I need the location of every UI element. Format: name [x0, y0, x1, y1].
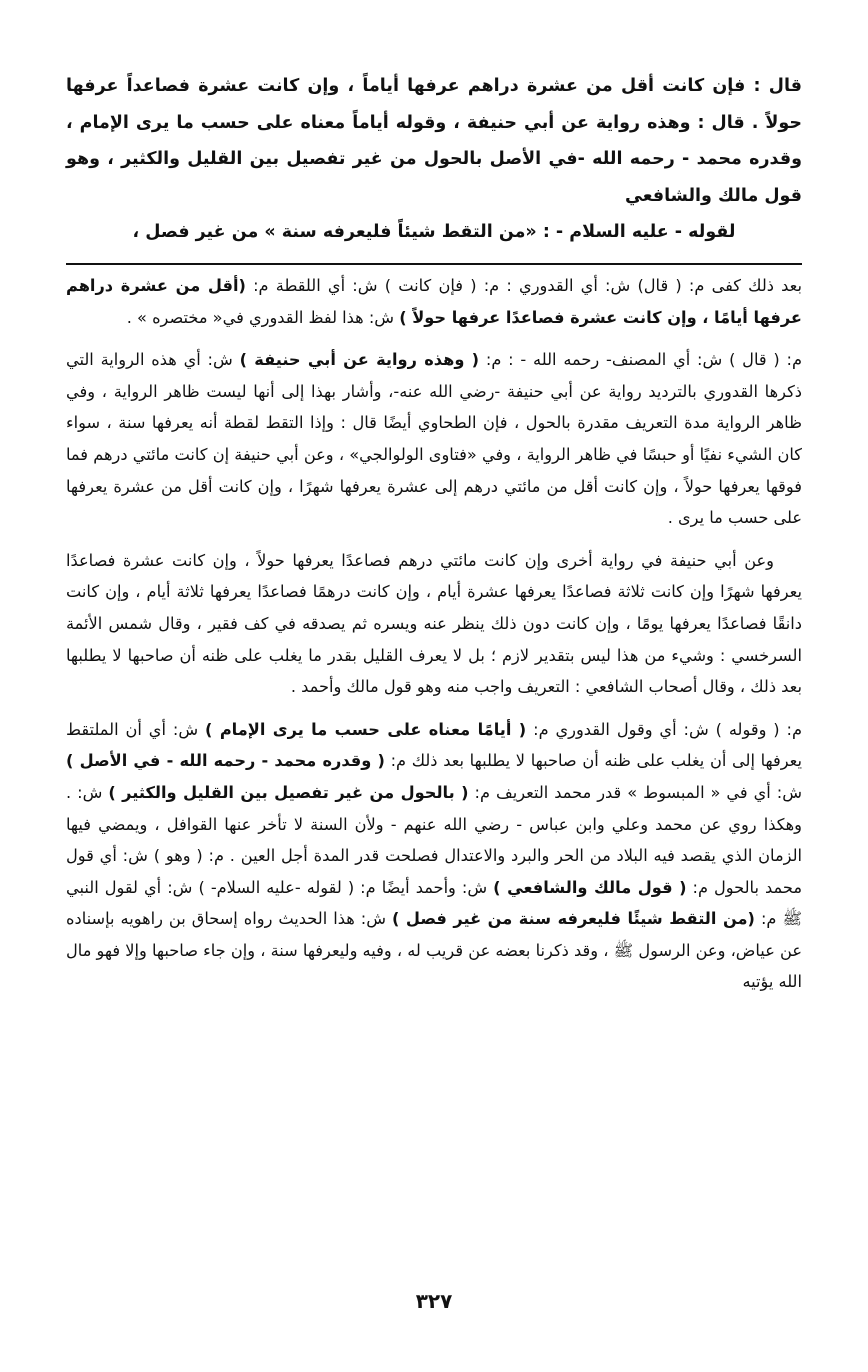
commentary-text: ش: أي في « المبسوط » قدر محمد التعريف م:: [468, 782, 802, 802]
commentary-text: وعن أبي حنيفة في رواية أخرى وإن كانت مائتي درهم فصاعدًا يعرفها حولاً ، وإن كانت عشرة فصاعدًا يعرفها شهرًا وإن كانت ثلاثة فصاعدًا يعرفها عشرة أيام ، وإن كانت درهمًا فصاعدًا يعرفها ثلاثة أيام ، وإن كانت دانقًا فصاعدًا يعرفها يومًا ، وإن كانت دون ذلك ينظر عنه ويسره ثم يصدقه في كف فقير ، وقال شمس الأئمة السرخسي : وشيء من هذا ليس بتقدير لازم ؛ بل لا يعرف القليل بقدر ما يغلب على ظنه أن صاحبها لا يطلبها بعد ذلك ، وقال أصحاب الشافعي : التعريف واجب منه وهو قول مالك وأحمد .: [66, 550, 802, 697]
matn-text: [66, 68, 802, 251]
matn-quote: ( وهذه رواية عن أبي حنيفة ): [239, 350, 480, 370]
commentary-paragraph: [66, 714, 802, 998]
commentary-paragraph: [66, 545, 802, 703]
commentary-text: م: ( قال ) ش: أي المصنف- رحمه الله - : م:: [479, 350, 803, 370]
matn-quote: ( وقدره محمد - رحمه الله - في الأصل ): [66, 751, 385, 771]
commentary-paragraph: [66, 270, 802, 333]
matn-quote: ( قول مالك والشافعي ): [493, 877, 687, 897]
commentary-text: ش: أي هذه الرواية التي ذكرها القدوري بالترديد رواية عن أبي حنيفة -رضي الله عنه-، وأشار بهذا إلى أنها ليست ظاهر الرواية ، وفي ظاهر الرواية مدة التعريف مقدرة بالحول ، فإن الطحاوي أيضًا قال : وإذا التقط لقطة أنه يعرفها سنة ، سواء كان الشيء نفيًا أو حبسًا في ظاهر الرواية ، وفي «فتاوى الولوالجي» ، وعن أبي حنيفة إن كانت مائتي درهم فما فوقها يعرفها حولاً ، وإن كانت أقل من مائتي درهم إلى عشرة يعرفها شهرًا ، وإن كانت أقل من عشرة يعرفها على حسب ما يرى .: [66, 350, 802, 528]
sharh-commentary: [66, 270, 802, 1009]
commentary-text: ش: هذا الحديث رواه إسحاق بن راهويه بإسناده عن عياض، وعن الرسول ﷺ ، وقد ذكرنا بعضه عن قريب له ، وفيه وليعرفها سنة ، وإن جاء صاحبها وإلا فهو مال الله يؤتيه: [66, 909, 802, 992]
commentary-text: ش: وأحمد أيضًا م: ( لقوله -عليه السلام- ) ش: أي لقول النبي ﷺ م:: [66, 877, 802, 929]
matn-last-line: لقوله - عليه السلام - : «من التقط شيئاً فليعرفه سنة » من غير فصل ،: [132, 222, 736, 242]
matn-quote: (من التقط شيئًا فليعرفه سنة من غير فصل ): [391, 909, 755, 929]
matn-quote: ( أيامًا معناه على حسب ما يرى الإمام ): [205, 719, 527, 739]
page-number: ٣٢٧: [415, 1289, 453, 1313]
commentary-text: بعد ذلك كفى م: ( قال) ش: أي القدوري : م: ( فإن كانت ) ش: أي اللقطة م:: [245, 276, 802, 295]
matn-quote: (أقل من عشرة دراهم عرفها أيامًا ، وإن كانت عشرة فصاعدًا عرفها حولاً ): [66, 276, 802, 327]
matn-paragraph: قال : فإن كانت أقل من عشرة دراهم عرفها أياماً ، وإن كانت عشرة فصاعداً عرفها حولاً . قال : وهذه رواية عن أبي حنيفة ، وقوله أياماً معناه على حسب ما يرى الإمام ، وقدره محمد - رحمه الله -في الأصل بالحول من غير تفصيل بين القليل والكثير ، وهو قول مالك والشافعي: [66, 76, 802, 206]
commentary-text: ش: هذا لفظ القدوري في« مختصره » .: [126, 307, 400, 327]
matn-quote: ( بالحول من غير تفصيل بين القليل والكثير ): [108, 782, 469, 802]
commentary-paragraph: [66, 344, 802, 534]
separator-rule: [66, 263, 802, 265]
commentary-text: ش: . وهكذا روي عن محمد وعلي وابن عباس - رضي الله عنهم - ولأن السنة لا تأخر عنها القوافل ، ويمضي فيها الزمان الذي يقصد فيه البلاد من الحر والبرد والاعتدال فصلحت قدر المدة أجل العين . م: ( وهو ) ش: أي قول محمد بالحول م:: [66, 782, 802, 897]
commentary-text: م: ( وقوله ) ش: أي وقول القدوري م:: [526, 719, 803, 739]
commentary-text: ش: أي أن الملتقط يعرفها إلى أن يغلب على ظنه أن صاحبها لا يطلبها بعد ذلك م:: [66, 719, 802, 771]
